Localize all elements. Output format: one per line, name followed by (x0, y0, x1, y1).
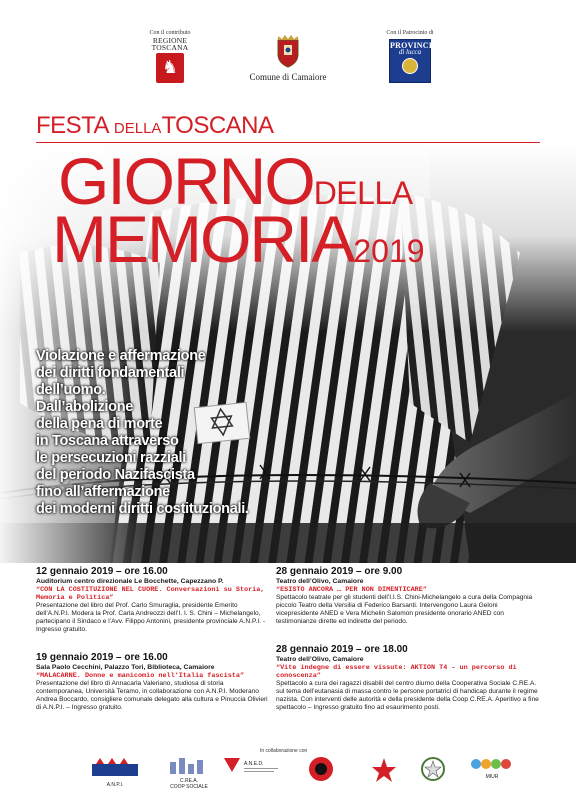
theme-line: del periodo Nazifascista (36, 467, 195, 483)
event-title: “ESISTO ANCORA … PER NON DIMENTICARE” (276, 586, 427, 594)
festa-toscana-word: TOSCANA (161, 112, 274, 139)
title-giorno-word: GIORNO (58, 144, 314, 218)
event-place: Teatro dell’Olivo, Camaiore (276, 578, 364, 585)
event-title: “CON LA COSTITUZIONE NEL CUORE. Conversazioni su Storia, Memoria e Politica” (36, 586, 265, 602)
sponsor-caption: Con il Patrocinio di (386, 30, 434, 36)
festa-word: FESTA (36, 112, 114, 139)
title-year: 2019 (353, 233, 425, 269)
event-description: Spettacolo teatrale per gli studenti dell’I.I.S. Chini-Michelangelo a cura della Compagnia piccolo Teatro della Versilia di Federico Barsanti. Intervengono Laura Geloni vicepresidente ANED e Vera Michelin Salomon presidente onorario ANED con testimonianze dirette ed indirette del periodo. (276, 594, 533, 625)
comune-name: Comune di Camaiore (249, 72, 327, 82)
sponsor-provincia-lucca (382, 30, 438, 83)
comune-crest-icon (275, 34, 301, 68)
provincia-name-line1: PROVINCIA (390, 41, 439, 50)
event-place: Teatro dell’Olivo, Camaiore (276, 656, 364, 663)
event-date: 28 gennaio 2019 – ore 9.00 (276, 566, 403, 577)
partner-label: MIUR (485, 774, 499, 780)
theme-line: le persecuzioni razziali (36, 450, 186, 466)
sponsor-comune-camaiore (240, 30, 336, 81)
provincia-name-line2: di lucca (398, 48, 422, 56)
regione-toscana-pegasus-icon (156, 53, 184, 83)
theme-line: Dall’abolizione (36, 399, 134, 415)
event-description: Spettacolo a cura dei ragazzi disabili del centro diurno della Cooperativa Sociale C.RE.A. sul tema dell’eutanasia di massa contro le persone portatrici di handicap durante il regime nazista. Con interventi delle autorità e della presidente della Coop C.RE.A. Aperitivo a fine spettacolo – Ingresso gratuito fino ad esaurimento posti. (276, 680, 539, 711)
provincia-di-lucca-icon (389, 39, 439, 83)
region-name-line1: REGIONE (152, 36, 188, 45)
crea-coop-logo-icon (166, 756, 212, 792)
theme-line: dei moderni diritti costituzionali. (36, 501, 249, 517)
title-memoria-year (52, 202, 425, 284)
partner-logos (80, 756, 540, 796)
sponsor-row (0, 30, 576, 98)
festa-della-word: DELLA (113, 120, 162, 137)
event-description: Presentazione del libro di Annacarla Valeriano, studiosa di storia contemporanea, Università Teramo, in collaborazione con A.N.P.I. Moderano Andrea Boccardo, consigliere comunale delegato alla cultura e Pinuccia Olivieri di A.N.P.I. – Ingresso gratuito. (36, 680, 268, 711)
event-date: 28 gennaio 2019 – ore 18.00 (276, 644, 408, 655)
theme-line: fino all’affermazione (36, 484, 170, 500)
aned-logo-icon (222, 756, 282, 792)
partner-label: C.RE.A. (179, 778, 199, 784)
events-section (36, 566, 540, 736)
anpi-logo-icon (90, 756, 140, 792)
event-28-gennaio-evening (276, 644, 540, 712)
theme-line: Violazione e affermazione (36, 348, 206, 364)
title-memoria-word: MEMORIA (52, 202, 354, 276)
event-place: Sala Paolo Cecchini, Palazzo Tori, Biblioteca, Camaiore (36, 664, 215, 671)
event-date: 19 gennaio 2019 – ore 16.00 (36, 652, 168, 663)
partner-label: A.N.P.I. (106, 782, 124, 788)
event-date: 12 gennaio 2019 – ore 16.00 (36, 566, 168, 577)
provincia-seal-icon (402, 58, 418, 74)
event-title: “Vite indegne di essere vissute: AKTION T4 – un percorso di conoscenza” (276, 664, 517, 680)
partner-sublabel: COOP SOCIALE (170, 784, 208, 790)
red-star-association-logo-icon (370, 756, 398, 792)
event-place: Auditorium centro direzionale Le Bocchette, Capezzano P. (36, 578, 224, 585)
theme-line: dell’uomo. (36, 382, 106, 398)
theme-line: in Toscana attraverso (36, 433, 179, 449)
theme-line: dei diritti fondamentali (36, 365, 185, 381)
event-28-gennaio-morning (276, 566, 540, 626)
italian-republic-emblem-icon (420, 756, 446, 792)
region-name-line2: TOSCANA (151, 43, 189, 52)
red-circle-logo-icon (308, 756, 334, 792)
collaboration-label: In collaborazione con (260, 748, 308, 754)
svg-text:A.N.E.D.: A.N.E.D. (244, 761, 264, 767)
theme-statement (36, 348, 276, 518)
theme-line: della pena di morte (36, 416, 163, 432)
title-della-word: DELLA (313, 175, 413, 211)
event-12-gennaio (36, 566, 272, 634)
miur-logo-icon (470, 756, 514, 792)
event-title: “MALACARNE. Donne e manicomio nell’Italia fascista” (36, 672, 245, 680)
sponsor-regione-toscana (140, 30, 200, 83)
festa-della-toscana-heading (36, 112, 274, 140)
event-19-gennaio (36, 652, 272, 712)
sponsor-caption: Con il contributo (149, 30, 191, 36)
event-description: Presentazione del libro del Prof. Carlo Smuraglia, presidente Emerito dell’A.N.P.I. Modera la Prof. Carla Andreozzi dell’I. I. S. Chini – Michelangelo, partecipano il Sindaco e l’Avv. Filippo Antonini, presidente provinciale A.N.P.I. - Ingresso gratuito. (36, 602, 266, 633)
